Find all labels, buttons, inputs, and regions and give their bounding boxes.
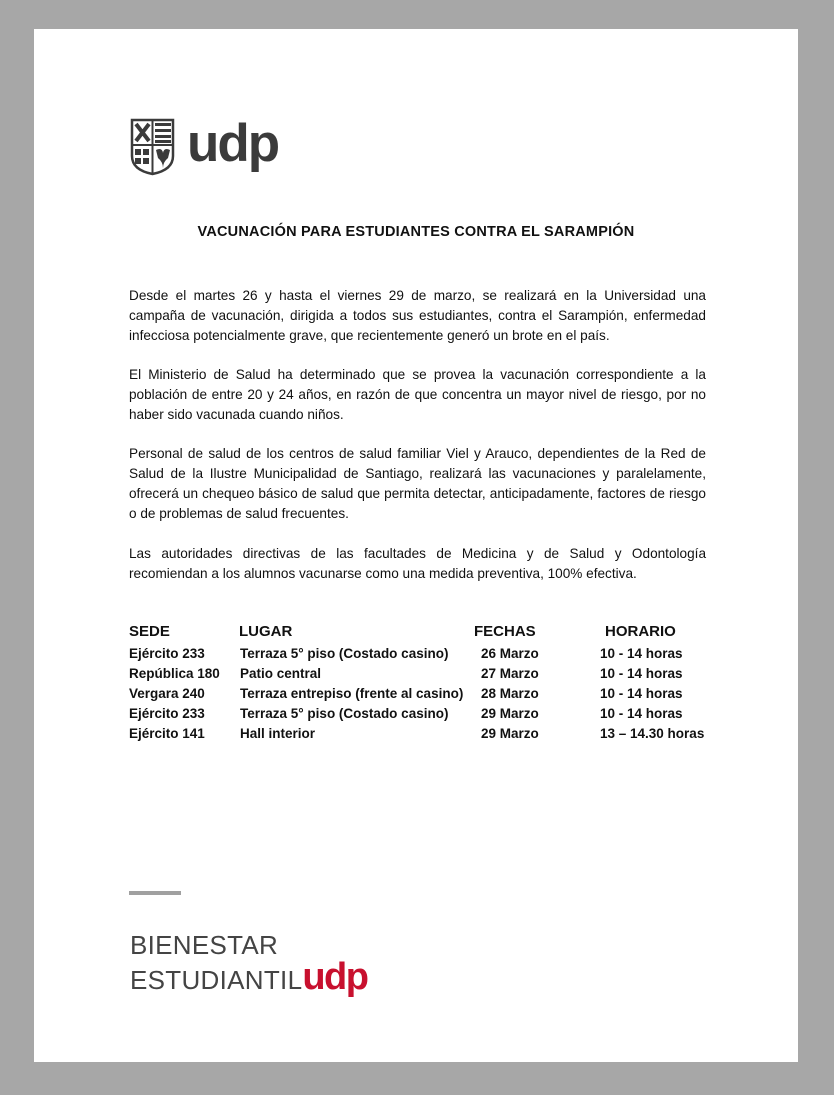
cell-horario: 10 - 14 horas [600, 706, 683, 721]
logo-wordmark: udp [187, 113, 279, 173]
header-fechas: FECHAS [474, 623, 536, 640]
footer-signature [130, 929, 367, 996]
cell-sede: Ejército 233 [129, 706, 205, 721]
paragraph-ministry: El Ministerio de Salud ha determinado que se provea la vacunación correspondiente a la población de entre 20 y 24 años, en razón de que concentra un mayor nivel de riesgo, por no haber sido vacunada cuando niños. [129, 367, 706, 422]
cell-horario: 10 - 14 horas [600, 646, 683, 661]
cell-fecha: 28 Marzo [481, 686, 539, 701]
paragraph-recommendation: Las autoridades directivas de las facultades de Medicina y de Salud y Odontología recomiendan a los alumnos vacunarse como una medida preventiva, 100% efectiva. [129, 546, 706, 581]
footer-divider [129, 891, 181, 895]
footer-line-bienestar: BIENESTAR [130, 930, 279, 960]
cell-sede: Ejército 233 [129, 646, 205, 661]
header-lugar: LUGAR [239, 623, 293, 640]
udp-logo [130, 113, 279, 177]
cell-lugar: Patio central [240, 666, 322, 681]
cell-sede: Vergara 240 [129, 686, 205, 701]
cell-sede: Ejército 141 [129, 726, 205, 741]
header-sede: SEDE [129, 623, 170, 640]
cell-fecha: 26 Marzo [481, 646, 539, 661]
university-shield-icon [130, 118, 175, 176]
cell-horario: 13 – 14.30 horas [600, 726, 705, 741]
footer-brand-logo: udp [302, 956, 368, 998]
cell-fecha: 29 Marzo [481, 706, 539, 721]
schedule-header-row [129, 622, 749, 644]
document-page [34, 29, 798, 1062]
footer-estudiantil-text: ESTUDIANTIL [130, 965, 303, 995]
paragraph-health-staff: Personal de salud de los centros de salud familiar Viel y Arauco, dependientes de la Red de Salud de la Ilustre Municipalidad de Santiago, realizará las vacunaciones y paralelamente, ofrecerá un chequeo básico de salud que permita detectar, anticipadamente, factores de riesgo o de problemas de salud frecuentes. [129, 446, 706, 521]
header-horario: HORARIO [605, 623, 676, 640]
schedule-row [129, 724, 749, 744]
schedule-table [129, 622, 749, 744]
cell-horario: 10 - 14 horas [600, 686, 683, 701]
schedule-row [129, 644, 749, 664]
cell-fecha: 27 Marzo [481, 666, 539, 681]
cell-lugar: Terraza entrepiso (frente al casino) [240, 686, 464, 701]
cell-lugar: Terraza 5° piso (Costado casino) [240, 706, 449, 721]
cell-sede: República 180 [129, 666, 220, 681]
schedule-row [129, 664, 749, 684]
schedule-row [129, 704, 749, 724]
cell-fecha: 29 Marzo [481, 726, 539, 741]
paragraph-campaign: Desde el martes 26 y hasta el viernes 29 de marzo, se realizará en la Universidad una campaña de vacunación, dirigida a todos sus estudiantes, contra el Sarampión, enfermedad infecciosa potencialmente grave, que recientemente generó un brote en el país. [129, 288, 706, 343]
schedule-row [129, 684, 749, 704]
cell-lugar: Terraza 5° piso (Costado casino) [240, 646, 449, 661]
cell-lugar: Hall interior [240, 726, 316, 741]
footer-line-estudiantil [130, 956, 368, 998]
cell-horario: 10 - 14 horas [600, 666, 683, 681]
document-title: VACUNACIÓN PARA ESTUDIANTES CONTRA EL SARAMPIÓN [197, 224, 635, 240]
